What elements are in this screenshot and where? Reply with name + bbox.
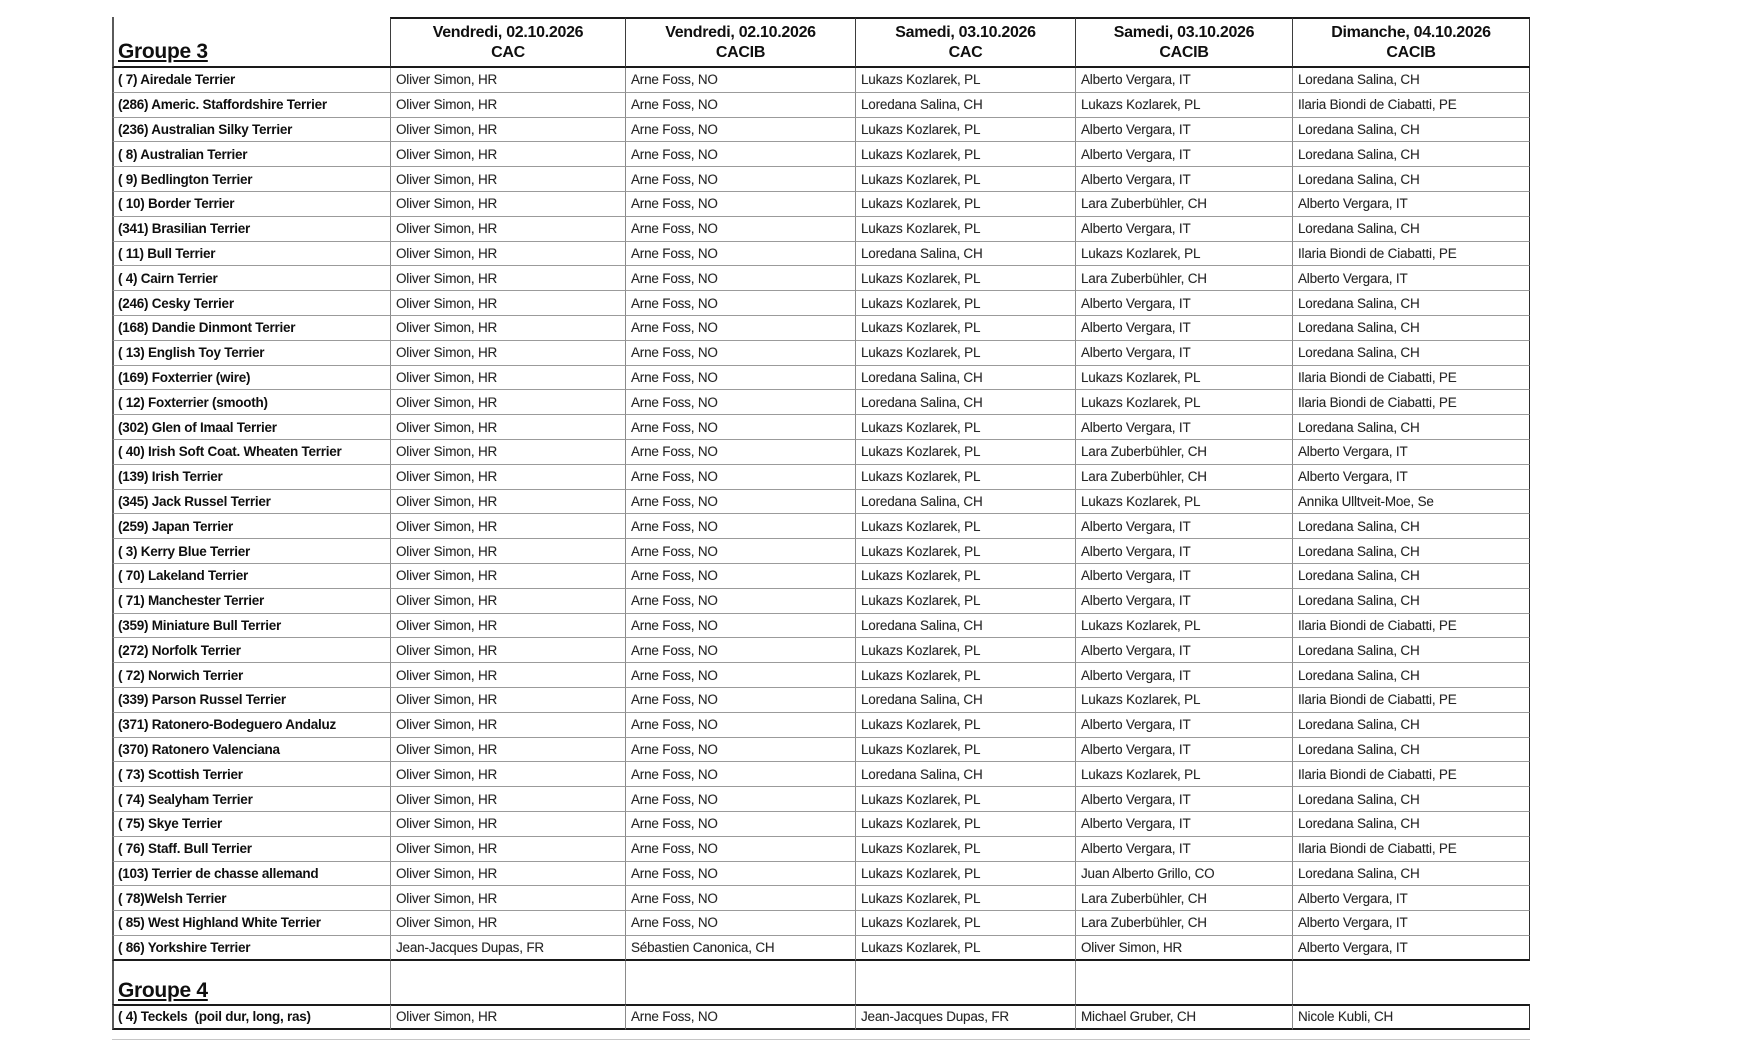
judge-cell: Lukazs Kozlarek, PL [855, 266, 1075, 291]
breed-cell: (302) Glen of Imaal Terrier [112, 415, 390, 440]
judge-cell: Arne Foss, NO [625, 713, 855, 738]
judge-cell: Loredana Salina, CH [1292, 118, 1530, 143]
judge-cell: Lukazs Kozlarek, PL [1075, 390, 1292, 415]
breed-cell: ( 72) Norwich Terrier [112, 663, 390, 688]
judge-cell: Arne Foss, NO [625, 539, 855, 564]
judge-cell: Alberto Vergara, IT [1075, 68, 1292, 93]
judge-cell: Arne Foss, NO [625, 812, 855, 837]
breed-cell: (246) Cesky Terrier [112, 291, 390, 316]
group3-label: Groupe 3 [118, 40, 208, 63]
judge-cell: Oliver Simon, HR [390, 266, 625, 291]
judge-cell: Arne Foss, NO [625, 291, 855, 316]
breed-cell: ( 7) Airedale Terrier [112, 68, 390, 93]
judge-cell: Arne Foss, NO [625, 118, 855, 143]
day-column-type: CACIB [1159, 43, 1209, 61]
judge-cell: Lukazs Kozlarek, PL [855, 142, 1075, 167]
breed-cell: ( 76) Staff. Bull Terrier [112, 837, 390, 862]
judge-cell: Lukazs Kozlarek, PL [855, 514, 1075, 539]
breed-cell: ( 10) Border Terrier [112, 192, 390, 217]
judge-cell: Arne Foss, NO [625, 688, 855, 713]
judge-cell: Loredana Salina, CH [1292, 68, 1530, 93]
breed-cell: (103) Terrier de chasse allemand [112, 862, 390, 887]
judge-cell: Arne Foss, NO [625, 242, 855, 267]
judge-cell: Alberto Vergara, IT [1075, 713, 1292, 738]
breed-cell: ( 9) Bedlington Terrier [112, 167, 390, 192]
judge-cell: Lukazs Kozlarek, PL [1075, 490, 1292, 515]
judge-cell: Oliver Simon, HR [390, 663, 625, 688]
judge-cell: Oliver Simon, HR [390, 217, 625, 242]
judge-cell: Alberto Vergara, IT [1075, 167, 1292, 192]
judge-cell: Lukazs Kozlarek, PL [855, 539, 1075, 564]
judge-cell: Lukazs Kozlarek, PL [1075, 366, 1292, 391]
judge-cell: Lukazs Kozlarek, PL [855, 440, 1075, 465]
judge-cell: Oliver Simon, HR [390, 192, 625, 217]
judge-cell: Loredana Salina, CH [1292, 713, 1530, 738]
judge-cell: Lukazs Kozlarek, PL [855, 911, 1075, 936]
judge-cell: Arne Foss, NO [625, 192, 855, 217]
judge-cell: Alberto Vergara, IT [1075, 142, 1292, 167]
judge-cell: Alberto Vergara, IT [1292, 440, 1530, 465]
breed-cell: (169) Foxterrier (wire) [112, 366, 390, 391]
judge-cell: Lara Zuberbühler, CH [1075, 911, 1292, 936]
judge-cell: Nicole Kubli, CH [1292, 1004, 1530, 1030]
judge-cell: Oliver Simon, HR [390, 242, 625, 267]
group4-label: Groupe 4 [118, 978, 208, 1002]
judge-cell: Oliver Simon, HR [390, 118, 625, 143]
judge-cell: Loredana Salina, CH [1292, 291, 1530, 316]
judge-cell: Arne Foss, NO [625, 68, 855, 93]
scan-artifact-line [112, 1039, 1530, 1040]
breed-cell: ( 78)Welsh Terrier [112, 886, 390, 911]
day-column-header [1292, 17, 1530, 68]
judge-cell: Lukazs Kozlarek, PL [1075, 242, 1292, 267]
judge-cell: Oliver Simon, HR [390, 291, 625, 316]
judge-cell: Lukazs Kozlarek, PL [855, 812, 1075, 837]
judge-cell: Alberto Vergara, IT [1075, 812, 1292, 837]
judge-cell: Ilaria Biondi de Ciabatti, PE [1292, 837, 1530, 862]
day-column-type: CAC [491, 43, 525, 61]
judge-cell: Oliver Simon, HR [390, 68, 625, 93]
judge-cell: Arne Foss, NO [625, 589, 855, 614]
breed-cell: (168) Dandie Dinmont Terrier [112, 316, 390, 341]
group4-gap-cell [1075, 961, 1292, 1004]
day-column-date: Vendredi, 02.10.2026 [665, 23, 816, 41]
judge-cell: Loredana Salina, CH [855, 490, 1075, 515]
judge-cell: Arne Foss, NO [625, 911, 855, 936]
day-column-type: CACIB [715, 43, 766, 61]
breed-cell: ( 86) Yorkshire Terrier [112, 936, 390, 961]
judge-cell: Loredana Salina, CH [1292, 862, 1530, 887]
judge-cell: Lukazs Kozlarek, PL [855, 68, 1075, 93]
judge-cell: Michael Gruber, CH [1075, 1004, 1292, 1030]
judge-cell: Arne Foss, NO [625, 316, 855, 341]
judge-cell: Lukazs Kozlarek, PL [1075, 688, 1292, 713]
judge-cell: Alberto Vergara, IT [1075, 539, 1292, 564]
judge-cell: Oliver Simon, HR [390, 539, 625, 564]
breed-cell: (236) Australian Silky Terrier [112, 118, 390, 143]
judge-cell: Loredana Salina, CH [1292, 638, 1530, 663]
judge-cell: Arne Foss, NO [625, 738, 855, 763]
judge-cell: Arne Foss, NO [625, 564, 855, 589]
schedule-table-sheet [112, 17, 1530, 1040]
judge-cell: Alberto Vergara, IT [1075, 514, 1292, 539]
judge-cell: Oliver Simon, HR [390, 837, 625, 862]
judge-cell: Lara Zuberbühler, CH [1075, 886, 1292, 911]
breed-cell: ( 71) Manchester Terrier [112, 589, 390, 614]
judge-cell: Arne Foss, NO [625, 142, 855, 167]
judge-cell: Loredana Salina, CH [1292, 217, 1530, 242]
judge-cell: Lukazs Kozlarek, PL [855, 663, 1075, 688]
breed-cell: (339) Parson Russel Terrier [112, 688, 390, 713]
judge-cell: Lukazs Kozlarek, PL [855, 862, 1075, 887]
judge-cell: Lukazs Kozlarek, PL [855, 167, 1075, 192]
judge-cell: Oliver Simon, HR [390, 713, 625, 738]
judge-cell: Lukazs Kozlarek, PL [855, 465, 1075, 490]
judge-cell: Oliver Simon, HR [1075, 936, 1292, 961]
judge-cell: Oliver Simon, HR [390, 1004, 625, 1030]
judge-cell: Lukazs Kozlarek, PL [855, 713, 1075, 738]
judge-cell: Lukazs Kozlarek, PL [855, 837, 1075, 862]
judge-cell: Oliver Simon, HR [390, 316, 625, 341]
breed-cell: ( 4) Teckels (poil dur, long, ras) [112, 1004, 390, 1030]
judge-cell: Loredana Salina, CH [1292, 316, 1530, 341]
judge-cell: Oliver Simon, HR [390, 93, 625, 118]
judge-cell: Arne Foss, NO [625, 167, 855, 192]
judge-cell: Alberto Vergara, IT [1292, 936, 1530, 961]
judge-cell: Oliver Simon, HR [390, 415, 625, 440]
judge-cell: Juan Alberto Grillo, CO [1075, 862, 1292, 887]
judge-cell: Arne Foss, NO [625, 787, 855, 812]
judge-cell: Oliver Simon, HR [390, 564, 625, 589]
group4-header-cell [112, 961, 390, 1004]
judge-cell: Loredana Salina, CH [855, 762, 1075, 787]
judge-cell: Lukazs Kozlarek, PL [855, 886, 1075, 911]
judge-cell: Alberto Vergara, IT [1075, 787, 1292, 812]
judge-cell: Oliver Simon, HR [390, 341, 625, 366]
day-column-header [1075, 17, 1292, 68]
judge-cell: Oliver Simon, HR [390, 762, 625, 787]
judge-cell: Arne Foss, NO [625, 390, 855, 415]
day-column-header [855, 17, 1075, 68]
judge-cell: Oliver Simon, HR [390, 688, 625, 713]
judge-cell: Lara Zuberbühler, CH [1075, 266, 1292, 291]
judge-cell: Oliver Simon, HR [390, 812, 625, 837]
judge-cell: Arne Foss, NO [625, 837, 855, 862]
judge-cell: Arne Foss, NO [625, 663, 855, 688]
judge-cell: Lukazs Kozlarek, PL [855, 217, 1075, 242]
judge-cell: Loredana Salina, CH [855, 688, 1075, 713]
judge-cell: Loredana Salina, CH [1292, 167, 1530, 192]
judge-cell: Lukazs Kozlarek, PL [855, 738, 1075, 763]
judge-cell: Arne Foss, NO [625, 614, 855, 639]
judge-cell: Loredana Salina, CH [855, 93, 1075, 118]
judge-cell: Oliver Simon, HR [390, 787, 625, 812]
judge-cell: Lukazs Kozlarek, PL [855, 316, 1075, 341]
judge-cell: Loredana Salina, CH [1292, 812, 1530, 837]
judge-cell: Annika Ulltveit-Moe, Se [1292, 490, 1530, 515]
judge-cell: Lukazs Kozlarek, PL [855, 638, 1075, 663]
judge-cell: Lara Zuberbühler, CH [1075, 192, 1292, 217]
judge-cell: Alberto Vergara, IT [1292, 911, 1530, 936]
judge-cell: Ilaria Biondi de Ciabatti, PE [1292, 688, 1530, 713]
judge-cell: Arne Foss, NO [625, 366, 855, 391]
judge-cell: Arne Foss, NO [625, 862, 855, 887]
judge-cell: Loredana Salina, CH [1292, 564, 1530, 589]
judge-cell: Alberto Vergara, IT [1292, 266, 1530, 291]
breed-cell: ( 75) Skye Terrier [112, 812, 390, 837]
breed-cell: (345) Jack Russel Terrier [112, 490, 390, 515]
judge-cell: Arne Foss, NO [625, 465, 855, 490]
judge-cell: Oliver Simon, HR [390, 862, 625, 887]
breed-cell: (286) Americ. Staffordshire Terrier [112, 93, 390, 118]
judge-cell: Arne Foss, NO [625, 341, 855, 366]
judge-cell: Alberto Vergara, IT [1075, 341, 1292, 366]
judge-cell: Ilaria Biondi de Ciabatti, PE [1292, 242, 1530, 267]
judge-cell: Jean-Jacques Dupas, FR [390, 936, 625, 961]
judge-cell: Oliver Simon, HR [390, 911, 625, 936]
breed-cell: ( 70) Lakeland Terrier [112, 564, 390, 589]
judge-cell: Alberto Vergara, IT [1292, 465, 1530, 490]
day-column-date: Vendredi, 02.10.2026 [432, 23, 584, 41]
judge-cell: Lukazs Kozlarek, PL [855, 341, 1075, 366]
judge-cell: Oliver Simon, HR [390, 490, 625, 515]
judge-cell: Loredana Salina, CH [855, 242, 1075, 267]
judge-cell: Jean-Jacques Dupas, FR [855, 1004, 1075, 1030]
judge-cell: Alberto Vergara, IT [1292, 886, 1530, 911]
judge-cell: Loredana Salina, CH [1292, 514, 1530, 539]
breed-cell: (341) Brasilian Terrier [112, 217, 390, 242]
group4-gap-cell [855, 961, 1075, 1004]
judge-cell: Loredana Salina, CH [1292, 415, 1530, 440]
judge-cell: Loredana Salina, CH [855, 366, 1075, 391]
judge-cell: Alberto Vergara, IT [1075, 291, 1292, 316]
judge-cell: Oliver Simon, HR [390, 886, 625, 911]
judge-cell: Alberto Vergara, IT [1292, 192, 1530, 217]
judge-cell: Oliver Simon, HR [390, 738, 625, 763]
judge-cell: Loredana Salina, CH [855, 614, 1075, 639]
breed-cell: ( 40) Irish Soft Coat. Wheaten Terrier [112, 440, 390, 465]
judge-cell: Loredana Salina, CH [1292, 589, 1530, 614]
judge-cell: Arne Foss, NO [625, 886, 855, 911]
judge-cell: Lara Zuberbühler, CH [1075, 465, 1292, 490]
day-column-date: Samedi, 03.10.2026 [1113, 23, 1255, 41]
judge-cell: Arne Foss, NO [625, 93, 855, 118]
judge-cell: Lara Zuberbühler, CH [1075, 440, 1292, 465]
judge-cell: Loredana Salina, CH [1292, 738, 1530, 763]
judge-cell: Loredana Salina, CH [1292, 539, 1530, 564]
judge-cell: Ilaria Biondi de Ciabatti, PE [1292, 390, 1530, 415]
judge-cell: Oliver Simon, HR [390, 167, 625, 192]
judge-cell: Loredana Salina, CH [1292, 663, 1530, 688]
judge-cell: Alberto Vergara, IT [1075, 589, 1292, 614]
judge-cell: Lukazs Kozlarek, PL [855, 787, 1075, 812]
judge-cell: Oliver Simon, HR [390, 514, 625, 539]
judge-cell: Ilaria Biondi de Ciabatti, PE [1292, 614, 1530, 639]
judge-cell: Lukazs Kozlarek, PL [855, 192, 1075, 217]
day-column-date: Samedi, 03.10.2026 [895, 23, 1036, 41]
day-column-date: Dimanche, 04.10.2026 [1331, 23, 1491, 41]
day-column-header [390, 17, 625, 68]
breed-cell: (272) Norfolk Terrier [112, 638, 390, 663]
judge-cell: Lukazs Kozlarek, PL [855, 415, 1075, 440]
breed-cell: ( 8) Australian Terrier [112, 142, 390, 167]
breed-cell: ( 11) Bull Terrier [112, 242, 390, 267]
group4-gap-cell [390, 961, 625, 1004]
judge-cell: Arne Foss, NO [625, 490, 855, 515]
day-column-type: CACIB [1386, 43, 1436, 61]
judge-schedule-table [112, 17, 1530, 1030]
judge-cell: Ilaria Biondi de Ciabatti, PE [1292, 93, 1530, 118]
judge-cell: Alberto Vergara, IT [1075, 663, 1292, 688]
judge-cell: Oliver Simon, HR [390, 366, 625, 391]
judge-cell: Ilaria Biondi de Ciabatti, PE [1292, 762, 1530, 787]
judge-cell: Arne Foss, NO [625, 266, 855, 291]
judge-cell: Oliver Simon, HR [390, 390, 625, 415]
breed-cell: (139) Irish Terrier [112, 465, 390, 490]
judge-cell: Oliver Simon, HR [390, 614, 625, 639]
judge-cell: Lukazs Kozlarek, PL [855, 936, 1075, 961]
judge-cell: Loredana Salina, CH [1292, 787, 1530, 812]
day-column-type: CAC [948, 43, 983, 61]
judge-cell: Oliver Simon, HR [390, 440, 625, 465]
judge-cell: Arne Foss, NO [625, 217, 855, 242]
judge-cell: Arne Foss, NO [625, 638, 855, 663]
judge-cell: Alberto Vergara, IT [1075, 415, 1292, 440]
breed-cell: ( 13) English Toy Terrier [112, 341, 390, 366]
breed-cell: ( 73) Scottish Terrier [112, 762, 390, 787]
judge-cell: Lukazs Kozlarek, PL [1075, 93, 1292, 118]
breed-cell: ( 85) West Highland White Terrier [112, 911, 390, 936]
judge-cell: Arne Foss, NO [625, 1004, 855, 1030]
judge-cell: Oliver Simon, HR [390, 465, 625, 490]
breed-cell: (259) Japan Terrier [112, 514, 390, 539]
judge-cell: Lukazs Kozlarek, PL [855, 118, 1075, 143]
judge-cell: Arne Foss, NO [625, 440, 855, 465]
judge-cell: Alberto Vergara, IT [1075, 217, 1292, 242]
breed-cell: (359) Miniature Bull Terrier [112, 614, 390, 639]
day-column-header [625, 17, 855, 68]
judge-cell: Oliver Simon, HR [390, 638, 625, 663]
judge-cell: Arne Foss, NO [625, 762, 855, 787]
breed-cell: ( 74) Sealyham Terrier [112, 787, 390, 812]
judge-cell: Alberto Vergara, IT [1075, 316, 1292, 341]
breed-cell: (371) Ratonero-Bodeguero Andaluz [112, 713, 390, 738]
judge-cell: Arne Foss, NO [625, 415, 855, 440]
breed-cell: ( 4) Cairn Terrier [112, 266, 390, 291]
judge-cell: Alberto Vergara, IT [1075, 118, 1292, 143]
judge-cell: Arne Foss, NO [625, 514, 855, 539]
group4-gap-cell [1292, 961, 1530, 1004]
judge-cell: Alberto Vergara, IT [1075, 837, 1292, 862]
judge-cell: Sébastien Canonica, CH [625, 936, 855, 961]
judge-cell: Oliver Simon, HR [390, 142, 625, 167]
judge-cell: Alberto Vergara, IT [1075, 738, 1292, 763]
judge-cell: Lukazs Kozlarek, PL [1075, 762, 1292, 787]
judge-cell: Loredana Salina, CH [1292, 341, 1530, 366]
judge-cell: Oliver Simon, HR [390, 589, 625, 614]
judge-cell: Alberto Vergara, IT [1075, 564, 1292, 589]
judge-cell: Alberto Vergara, IT [1075, 638, 1292, 663]
breed-cell: (370) Ratonero Valenciana [112, 738, 390, 763]
judge-cell: Loredana Salina, CH [855, 390, 1075, 415]
group3-header-cell [112, 17, 390, 68]
judge-cell: Lukazs Kozlarek, PL [855, 291, 1075, 316]
judge-cell: Ilaria Biondi de Ciabatti, PE [1292, 366, 1530, 391]
breed-cell: ( 3) Kerry Blue Terrier [112, 539, 390, 564]
breed-cell: ( 12) Foxterrier (smooth) [112, 390, 390, 415]
judge-cell: Lukazs Kozlarek, PL [855, 589, 1075, 614]
judge-cell: Loredana Salina, CH [1292, 142, 1530, 167]
group4-gap-cell [625, 961, 855, 1004]
judge-cell: Lukazs Kozlarek, PL [1075, 614, 1292, 639]
judge-cell: Lukazs Kozlarek, PL [855, 564, 1075, 589]
